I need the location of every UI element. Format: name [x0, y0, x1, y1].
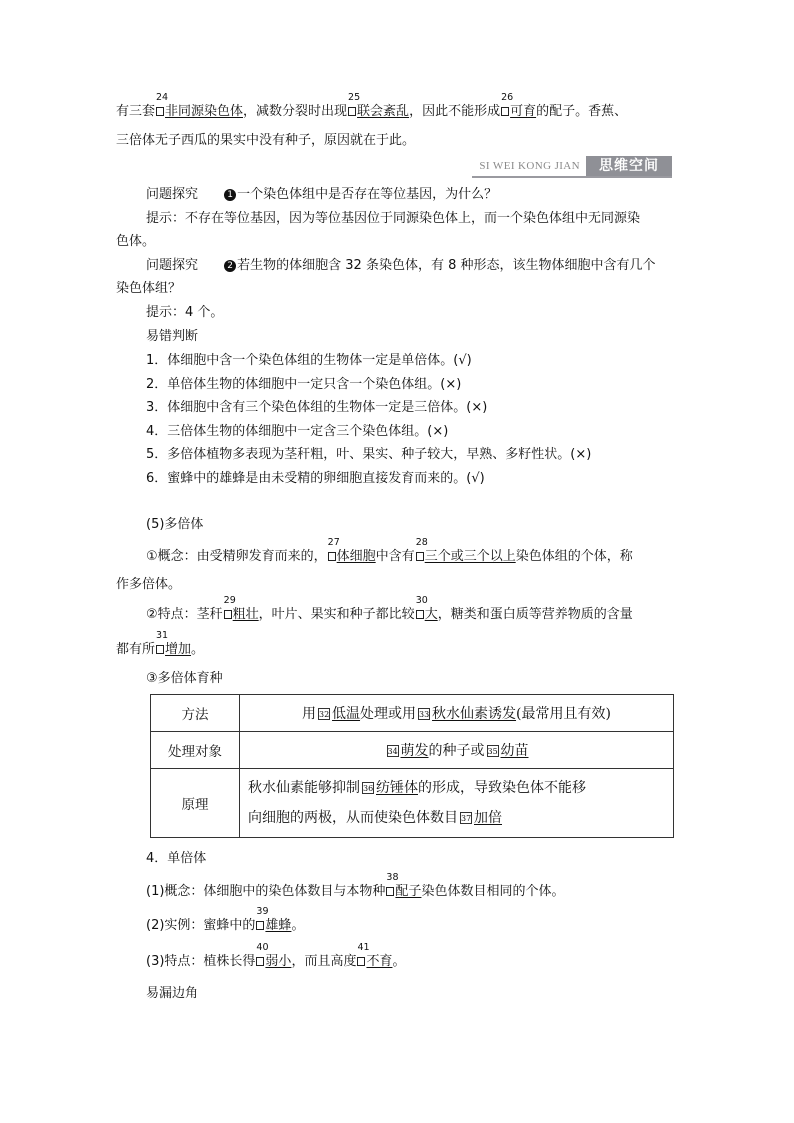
polyploid-feature-1	[146, 595, 633, 624]
answer-marker: 40	[256, 953, 264, 971]
question-text: 一个染色体组中是否存在等位基因，为什么？	[237, 187, 498, 202]
table-head-object: 处理对象	[151, 732, 240, 769]
text: 的配子。香蕉、	[536, 104, 628, 119]
table-cell-object: 34 萌发的种子或 35 幼苗	[240, 732, 674, 769]
answer-marker: 39	[256, 917, 264, 935]
answer-text: 非同源染色体	[165, 104, 244, 119]
text: ，减数分裂时出现	[243, 104, 348, 119]
table-row	[151, 695, 674, 732]
answer-box: 33	[419, 710, 430, 719]
judge-item: 2．单倍体生物的体细胞中一定只含一个染色体组。(×)	[146, 377, 462, 392]
answer-text: 大	[424, 607, 438, 622]
answer-text: 增加	[165, 642, 192, 657]
polyploid-breeding-title: ③多倍体育种	[146, 671, 223, 686]
answer-marker: 25	[348, 103, 356, 121]
banner-rule	[472, 176, 672, 178]
haploid-feature	[146, 942, 406, 971]
intro-line-2: 三倍体无子西瓜的果实中没有种子，原因就在于此。	[116, 133, 416, 148]
answer-text: 弱小	[265, 954, 292, 969]
answer-marker: 31	[156, 641, 164, 659]
question-label: 问题探究	[146, 258, 199, 273]
question-2-line-2: 染色体组？	[116, 281, 182, 296]
judge-item: 3．体细胞中含有三个染色体组的生物体一定是三倍体。(×)	[146, 400, 488, 415]
text: 都有所	[116, 642, 156, 657]
answer-text: 不育	[366, 954, 393, 969]
table-head-method: 方法	[151, 695, 240, 732]
banner-latin: SI WEI KONG JIAN	[479, 160, 580, 172]
table-row	[151, 769, 674, 838]
judge-item: 6．蜜蜂中的雄蜂是由未受精的卵细胞直接发育而来的。(√)	[146, 471, 485, 486]
question-label: 问题探究	[146, 187, 199, 202]
intro-line-1	[116, 92, 628, 121]
answer-marker: 29	[224, 606, 232, 624]
answer-marker: 28	[416, 548, 424, 566]
judge-title: 易错判断	[146, 329, 199, 344]
hint-1-line-2: 色体。	[116, 234, 156, 249]
question-number-icon: 2	[224, 260, 236, 272]
answer-box: 35	[487, 747, 498, 756]
text: ①概念：由受精卵发育而来的，	[146, 549, 327, 564]
hint-2: 提示：4 个。	[146, 305, 224, 320]
text: ，叶片、果实和种子都比较	[258, 607, 415, 622]
answer-text: 配子	[395, 884, 422, 899]
text: ，而且高度	[291, 954, 357, 969]
text: (1)概念：体细胞中的染色体数目与本物种	[146, 884, 386, 899]
table-head-principle: 原理	[151, 769, 240, 838]
text: 。	[191, 642, 205, 657]
hint-1-line-1: 提示：不存在等位基因，因为等位基因位于同源染色体上，而一个染色体组中无同源染	[146, 211, 641, 226]
text: 中含有	[375, 549, 415, 564]
judge-item: 4．三倍体生物的体细胞中一定含三个染色体组。(×)	[146, 424, 449, 439]
text: 。	[392, 954, 406, 969]
question-2	[146, 257, 656, 275]
judge-item: 1．体细胞中含一个染色体组的生物体一定是单倍体。(√)	[146, 353, 472, 368]
haploid-concept	[146, 872, 565, 901]
question-text: 若生物的体细胞含 32 条染色体，有 8 种形态，该生物体细胞中含有几个	[237, 258, 656, 273]
answer-text: 雄蜂	[265, 918, 292, 933]
text: ②特点：茎秆	[146, 607, 223, 622]
answer-box: 32	[319, 710, 330, 719]
question-1	[146, 186, 497, 204]
table-cell-method: 用 32 低温处理或用 33 秋水仙素诱发(最常用且有效)	[240, 695, 674, 732]
polyploid-concept-2: 作多倍体。	[116, 577, 182, 592]
text: (2)实例：蜜蜂中的	[146, 918, 256, 933]
answer-marker: 30	[416, 606, 424, 624]
answer-marker: 38	[386, 883, 394, 901]
answer-marker: 41	[357, 953, 365, 971]
polyploid-feature-2	[116, 630, 205, 659]
judge-item: 5．多倍体植物多表现为茎秆粗，叶、果实、种子较大，早熟、多籽性状。(×)	[146, 447, 592, 462]
answer-marker: 24	[156, 103, 164, 121]
polyploid-title: (5)多倍体	[146, 517, 204, 532]
answer-marker: 27	[328, 548, 336, 566]
easy-miss-corner: 易漏边角	[146, 986, 199, 1001]
polyploid-concept-1	[146, 537, 633, 566]
section-banner	[472, 156, 672, 176]
answer-box: 36	[363, 784, 374, 793]
table-row	[151, 732, 674, 769]
text: 染色体数目相同的个体。	[421, 884, 565, 899]
answer-text: 可育	[510, 104, 537, 119]
answer-text: 联会紊乱	[357, 104, 410, 119]
question-number-icon: 1	[224, 189, 236, 201]
answer-text: 三个或三个以上	[424, 549, 516, 564]
text: (3)特点：植株长得	[146, 954, 256, 969]
text: 染色体组的个体，称	[515, 549, 633, 564]
breeding-table	[150, 694, 674, 838]
answer-box: 37	[461, 814, 472, 823]
table-cell-principle: 秋水仙素能够抑制 36 纺锤体的形成，导致染色体不能移 向细胞的两极，从而使染色体数目 37 加倍	[240, 769, 674, 838]
text: ，糖类和蛋白质等营养物质的含量	[437, 607, 633, 622]
text: 。	[291, 918, 305, 933]
haploid-example	[146, 906, 305, 935]
answer-marker: 26	[501, 103, 509, 121]
answer-box: 34	[387, 747, 398, 756]
answer-text: 体细胞	[336, 549, 376, 564]
text: 有三套	[116, 104, 156, 119]
answer-text: 粗壮	[232, 607, 259, 622]
banner-tag: 思维空间	[586, 156, 672, 176]
haploid-title: 4．单倍体	[146, 851, 207, 866]
text: ，因此不能形成	[409, 104, 501, 119]
